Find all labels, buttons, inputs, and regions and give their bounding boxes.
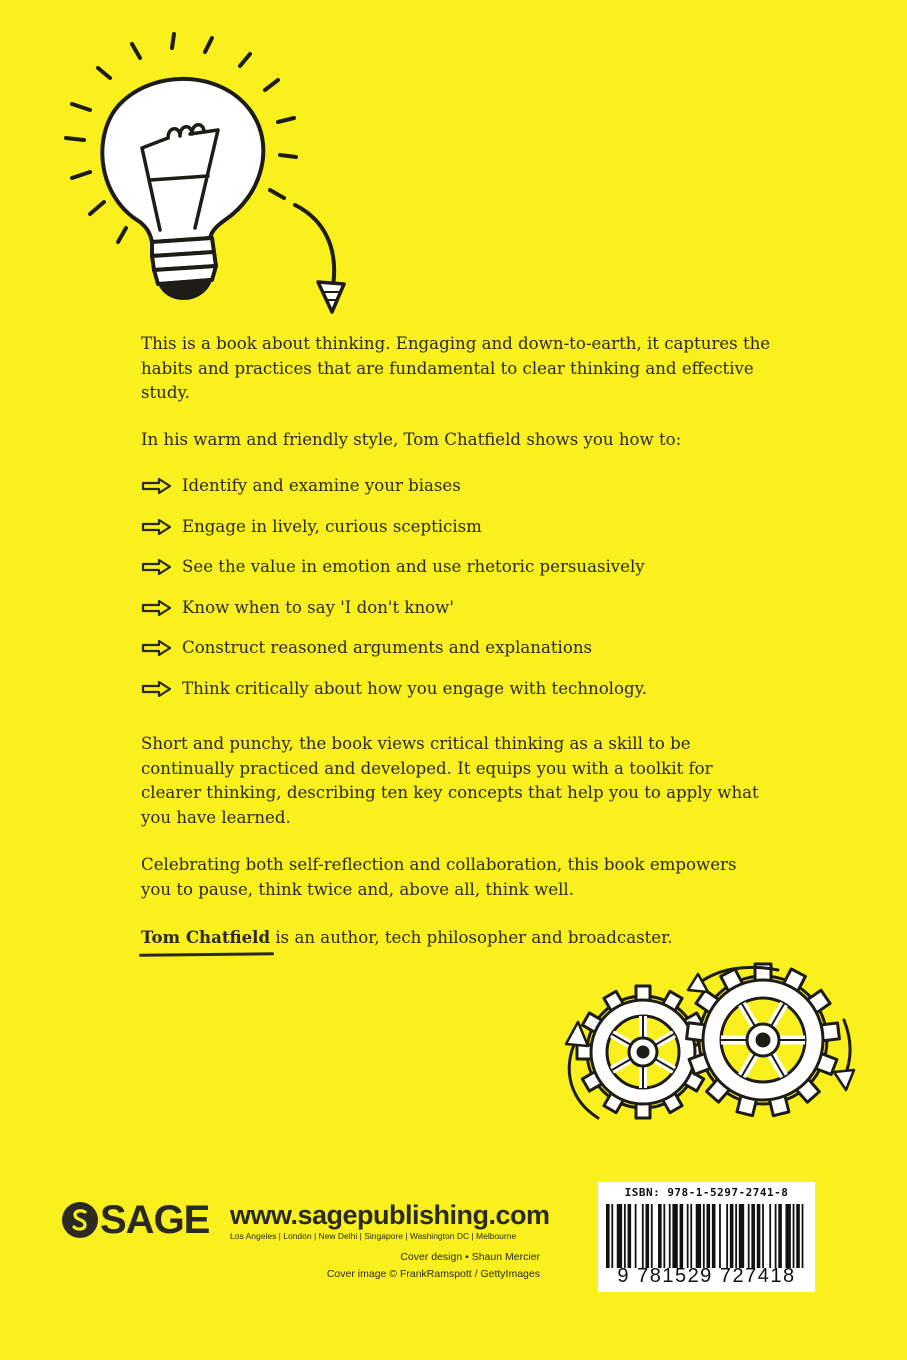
- hand-drawn-arrow-icon: [141, 599, 173, 617]
- author-name: Tom Chatfield: [141, 925, 270, 950]
- closing-paragraph: Celebrating both self-reflection and collaboration, this book empowers you to pause, think twice and, above all, think well.: [141, 855, 737, 899]
- barcode-icon: [606, 1204, 807, 1268]
- bullet-text: Identify and examine your biases: [182, 476, 461, 495]
- author-bio: [141, 925, 771, 951]
- cover-credits: [327, 1249, 540, 1283]
- hand-drawn-arrow-icon: [141, 477, 173, 495]
- cover-design-credit: Cover design • Shaun Mercier: [400, 1251, 540, 1263]
- list-item: [141, 628, 771, 669]
- isbn-barcode: [598, 1182, 815, 1292]
- description: [141, 332, 771, 951]
- hand-drawn-arrow-icon: [141, 680, 173, 698]
- list-item: [141, 669, 771, 710]
- list-item: [141, 547, 771, 588]
- bullet-text: Think critically about how you engage with technology.: [182, 678, 648, 698]
- isbn-label: ISBN: 978-1-5297-2741-8: [624, 1186, 789, 1199]
- sage-logo: [62, 1200, 209, 1240]
- isbn-digits: 9 781529 727418: [617, 1265, 796, 1287]
- bullet-text: Know when to say 'I don't know': [182, 597, 454, 617]
- bullet-text: See the value in emotion and use rhetoric persuasively: [182, 557, 645, 576]
- lead-paragraph: In his warm and friendly style, Tom Chatfield shows you how to:: [141, 429, 682, 449]
- list-item: [141, 466, 771, 507]
- bullet-text: Engage in lively, curious scepticism: [182, 516, 482, 536]
- publisher-block: [62, 1198, 550, 1290]
- cover-image-credit: Cover image © FrankRamspott / GettyImages: [326, 1268, 540, 1280]
- publisher-url[interactable]: www.sagepublishing.com: [230, 1200, 550, 1230]
- hand-drawn-arrow-icon: [141, 518, 173, 536]
- list-item: [141, 588, 771, 629]
- publisher-cities: Los Angeles | London | New Delhi | Singapore | Washington DC | Melbourne: [230, 1231, 517, 1241]
- gears-icon: [548, 960, 858, 1130]
- author-bio-text: is an author, tech philosopher and broadcaster.: [270, 928, 673, 947]
- sage-logo-icon: [62, 1202, 98, 1238]
- hand-drawn-arrow-icon: [141, 558, 173, 576]
- sage-logo-text: SAGE: [100, 1198, 210, 1242]
- intro-paragraph: This is a book about thinking. Engaging and down-to-earth, it captures the habits and practices that are fundamental to clear thinking and effective study.: [141, 334, 771, 402]
- lightbulb-icon: [40, 30, 370, 320]
- benefit-list: [141, 466, 771, 709]
- hand-drawn-arrow-icon: [141, 639, 173, 657]
- list-item: [141, 507, 771, 548]
- bullet-text: Construct reasoned arguments and explanations: [182, 638, 593, 657]
- summary-paragraph: Short and punchy, the book views critical thinking as a skill to be continually practiced and developed. It equips you with a toolkit for clearer thinking, describing ten key concepts that help you to apply what you have learned.: [141, 734, 759, 827]
